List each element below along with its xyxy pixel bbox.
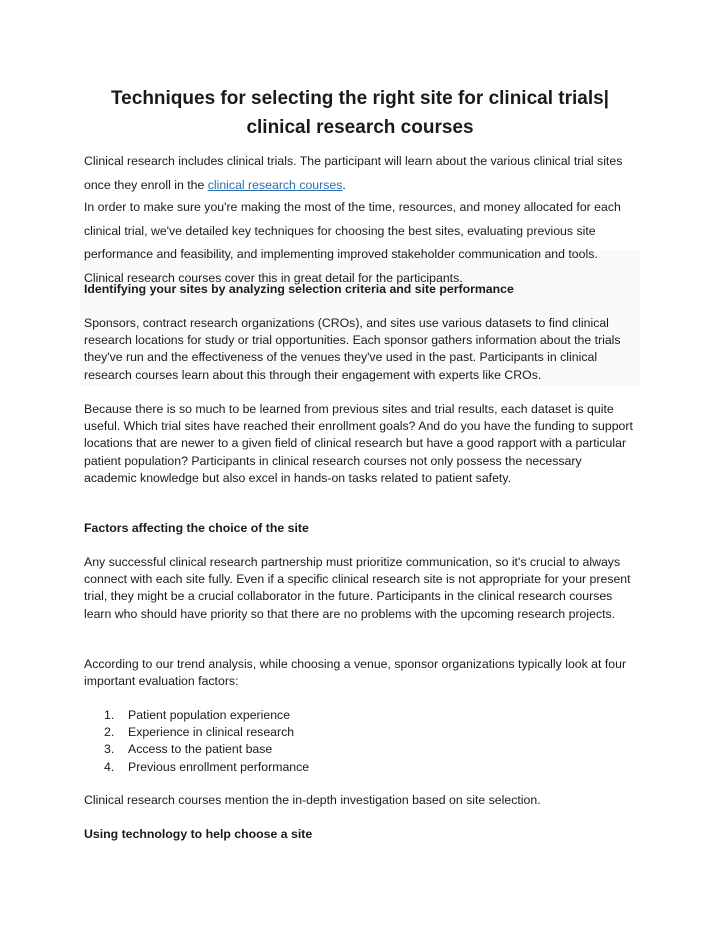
list-item: 2. Experience in clinical research — [104, 725, 295, 740]
section-heading-technology: Using technology to help choose a site — [84, 827, 313, 841]
section2-paragraph-2: According to our trend analysis, while choosing a venue, sponsor organizations typically look at four important evaluation factors: — [84, 657, 627, 689]
section2-paragraph-3: Clinical research courses mention the in-depth investigation based on site selection. — [84, 793, 541, 807]
section2-paragraph-1: Any successful clinical research partnership must prioritize communication, so it's crucial to always connect with each site fully. Even if a specific clinical research site is not appropriate for your present trial, they might be a crucial collaborator in the future. Participants in the clinical research courses learn who should have priority so that there are no problems with the upcoming research projects. — [84, 555, 631, 621]
document-title: Techniques for selecting the right site for clinical trials| clinical research courses — [110, 88, 610, 138]
intro-text: Clinical research includes clinical trials. The participant will learn about the various clinical trial sites once they enroll in the — [84, 154, 623, 192]
section1-paragraph-1: Sponsors, contract research organizations (CROs), and sites use various datasets to find clinical research locations for study or trial opportunities. Each sponsor gathers information about the trials they've run and the effectiveness of the venues they've used in the past. Participants in clinical research courses learn about this through their engagement with experts like CROs. — [84, 316, 621, 382]
list-item: 4. Previous enrollment performance — [104, 759, 310, 774]
section1-paragraph-2: Because there is so much to be learned from previous sites and trial results, each dataset is quite useful. Which trial sites have reached their enrollment goals? And do you have the funding to support locations that are newer to a given field of clinical research but have a good rapport with a particular patient population? Participants in clinical research courses not only possess the necessary academic knowledge but also excel in hands-on tasks related to patient safety. — [84, 402, 633, 485]
intro-paragraph-2: In order to make sure you're making the most of the time, resources, and money allocated for each clinical trial, we've detailed key techniques for choosing the best sites, evaluating previous site performance and feasibility, and implementing improved stakeholder communication and tools. Clinical research courses cover this in great detail for the participants. — [84, 200, 621, 285]
evaluation-factors-list — [104, 707, 309, 776]
section-heading-site-selection: Identifying your sites by analyzing selection criteria and site performance — [84, 282, 514, 296]
clinical-research-courses-link[interactable]: clinical research courses — [207, 177, 343, 192]
list-item: 1. Patient population experience — [104, 708, 291, 722]
intro-text-end: . — [342, 177, 346, 192]
section-heading-factors: Factors affecting the choice of the site — [84, 521, 309, 535]
intro-paragraph-1 — [84, 150, 636, 197]
list-item: 3. Access to the patient base — [104, 742, 273, 757]
